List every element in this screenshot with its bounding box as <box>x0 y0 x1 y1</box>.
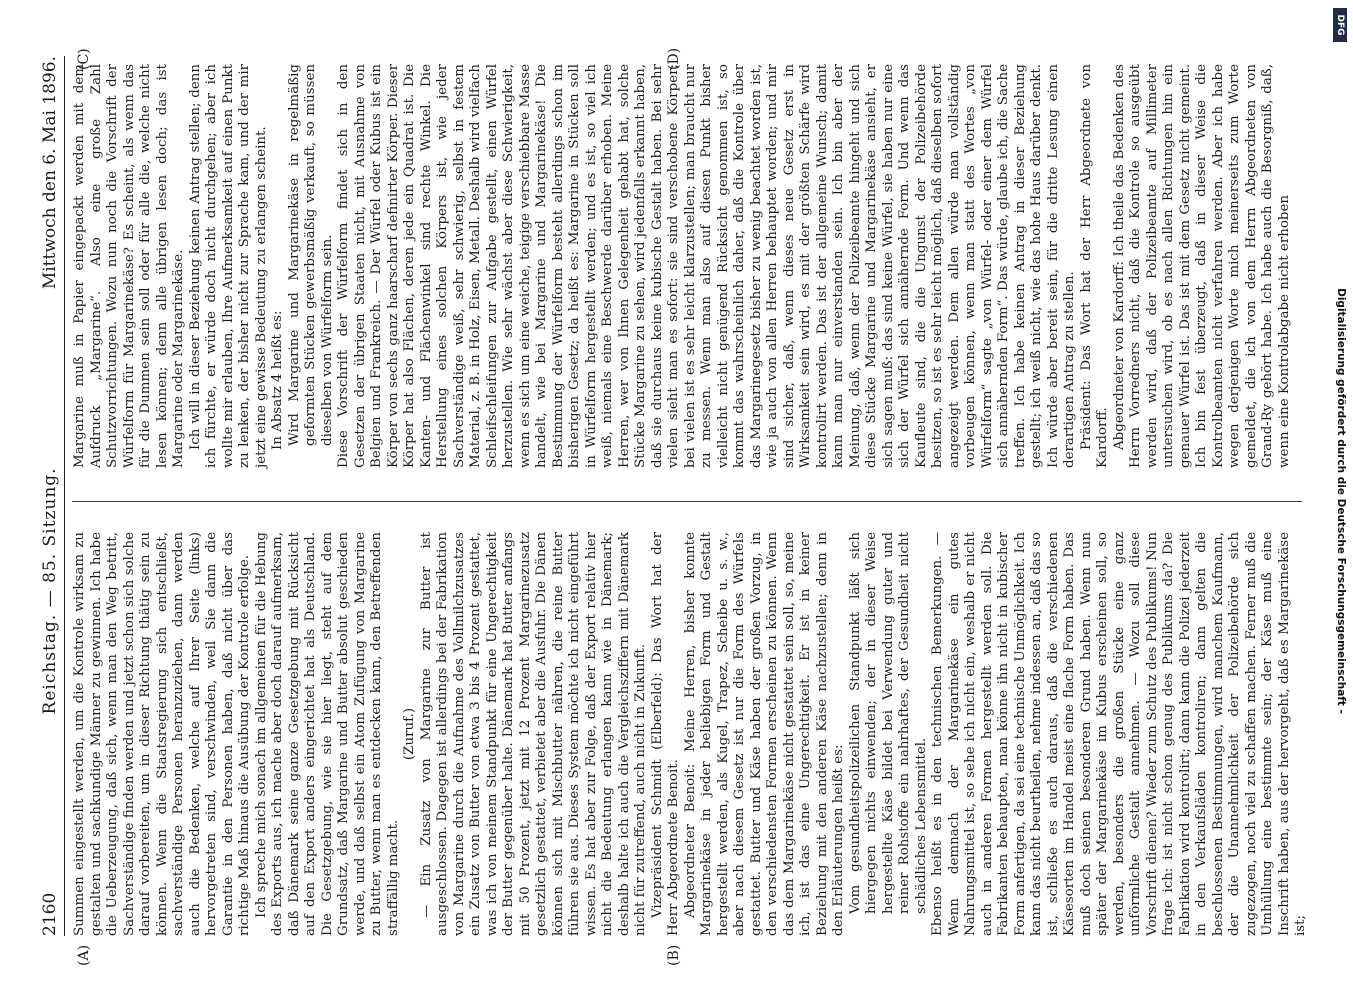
margin-marker-b: (B) <box>666 944 682 966</box>
paragraph: Summen eingestellt werden, um die Kontrole wirksam zu gestalten und sachkundige Männer zu gewinnen. Ich habe die Ueberzeugung, daß sich, wenn man den Weg betritt, Sachverständige finden werden und jetzt schon sich solche darauf vorbereiten, um in dieser Richtung thätig sein zu können. Wenn die Staatsregierung sich entschließt, sachverständige Personen heranzuziehen, dann werden auch die Bedenken, welche auf Ihrer Seite (links) hervorgetreten sind, verschwinden, weil Sie dann die Garantie in den Personen haben, daß nicht über das richtige Maß hinaus die Ausübung der Kontrole erfolge. <box>72 532 252 936</box>
paragraph: Margarine muß in Papier eingepackt werden mit dem Aufdruck „Margarine“. Also eine große Zahl Schutzvorrichtungen. Wozu nun noch die Vorschrift der Würfelform für Margarinekäse? Es scheint, als wenn das für die Dummen sein soll oder für alle die, welche nicht lesen können; denn alle übrigen lesen doch; das ist Margarine oder Margarinekäse. <box>72 64 186 468</box>
session-date: Mittwoch den 6. Mai 1896. <box>40 56 60 290</box>
right-column <box>72 64 1302 468</box>
left-column <box>72 532 1308 936</box>
speaker-paragraph: Präsident: Das Wort hat der Herr Abgeordnete von Kardorff. <box>1078 64 1110 468</box>
page-number: 2160 <box>40 892 60 936</box>
quotation: Wird Margarine und Margarinekäse in regelmäßig geformten Stücken gewerbsmäßig verkauft, so müssen dieselben von Würfelform sein. <box>286 64 335 446</box>
margin-marker-c: (C) <box>76 48 92 70</box>
dfg-logo: DFG <box>1333 8 1347 42</box>
paragraph: In Absatz 4 heißt es: <box>270 310 285 450</box>
speaker-paragraph: Vizepräsident Schmidt (Elberfeld): Das Wort hat der Herr Abgeordnete Benoit. <box>649 532 681 936</box>
digitization-credit <box>1331 8 1351 993</box>
credit-text: Digitalisierung gefördert durch die Deutsche Forschungsgemeinschaft - <box>1335 287 1347 714</box>
running-head <box>40 56 65 936</box>
rotated-scanned-page <box>26 30 1326 970</box>
quotation: Vom gesundheitspolizeilichen Standpunkt läßt sich hiergegen nichts einwenden; der in dieser Weise hergestellte Käse bildet bei Verwendung guter und reiner Rohstoffe ein nahrhaftes, der Gesundheit nicht schädliches Lebensmittel. <box>847 532 929 914</box>
column-divider <box>72 501 1302 502</box>
paragraph: Ich spreche mich sonach im allgemeinen für die Hebung des Exports aus, ich mache aber doch darauf aufmerksam, daß Dänemark seine ganze Gesetzgebung mit Rücksicht auf den Export anders eingerichtet hat als Deutschland. Die Gesetzgebung, wie sie hier liegt, steht auf dem Grundsatz, daß Margarine und Butter absolut geschieden werde, und daß selbst ein Atom Zufügung von Margarine zu Butter, wenn man es entdecken kann, den Betreffenden straffällig macht. <box>253 532 401 936</box>
margin-marker-a: (A) <box>76 944 92 966</box>
paragraph: Diese Vorschrift der Würfelform findet sich in den Gesetzen der übrigen Staaten nicht, mit Ausnahme von Belgien und Frankreich. — Der Würfel oder Kubus ist ein Körper von sechs ganz haarscharf definirter Körper. Dieser Körper hat also Flächen, deren jede ein Quadrat ist. Die Kanten- und Flächenwinkel sind rechte Winkel. Die Herstellung eines solchen Körpers ist, wie jeder Sachverständige weiß, sehr schwierig, selbst in festem Material, z. B. in Holz, Eisen, Metall. Deshalb wird vielfach Schleifschleifungen zur Aufgabe gestellt, einen Würfel herzustellen. Wie sehr wächst aber diese Schwierigkeit, wenn es sich um eine weiche, teigige verschiebbare Masse handelt, wie bei Margarine und Margarinekäse! Die Bestimmung der Würfelform besteht allerdings schon im bisherigen Gesetz; da heißt es: Margarine in Stücken soll in Würfelform hergestellt werden; und es ist, so viel ich weiß, niemals eine Beschwerde darüber erhoben. Meine Herren, wer von Ihnen Gelegenheit gehabt hat, solche Stücke Margarine zu sehen, wird jedenfalls erkannt haben, daß sie durchaus keine kubische Gestalt haben. Bei sehr vielen sieht man es sofort: sie sind verschobene Körper; bei vielen ist es sehr leicht klarzustellen; man braucht nur zu messen. Wenn man also auf diesen Punkt bisher vielleicht nicht genügend Rücksicht genommen ist, so kommt das wahrscheinlich daher, daß die Kontrole über das Margarinegesetz bisher zu wenig beachtet worden ist, wie ja auch von allen Herren behauptet worden; und mir sind sicher, daß, wenn dieses neue Gesetz erst in Wirksamkeit sein wird, es mit der größten Schärfe wird kontrolirt werden. Das ist der allgemeine Wunsch; damit kann man nur einverstanden sein. Ich bin aber der Meinung, daß, wenn der Polizeibeamte hingeht und sich diese Stücke Margarine und Margarinekäse ansieht, er sich sagen muß: das sind keine Würfel, sie haben nur eine sich der Würfel sich annähernde Form. Und wenn das Kaufleute sind, die die Ungunst der Polizeibehörde besitzen, so ist es sehr leicht möglich, daß dieselben sofort angezeigt werden. Dem allen würde man vollständig vorbeugen können, wenn man statt des Wortes „von Würfelform“ sagte „von Würfel- oder einer dem Würfel sich annähernden Form“. Das würde, glaube ich, die Sache treffen. Ich habe keinen Antrag in dieser Beziehung gestellt; ich weiß nicht, wie das hohe Haus darüber denkt. Ich würde aber bereit sein, für die dritte Lesung einen derartigen Antrag zu stellen. <box>336 64 1077 468</box>
paragraph: Ich will in dieser Beziehung keinen Antrag stellen; denn ich fürchte, er würde doch nicht durchgehen; aber ich wollte mir erlauben, Ihre Aufmerksamkeit auf einen Punkt zu lenken, der bisher nicht zur Sprache kam, und der mir jetzt eine gewisse Bedeutung zu erlangen scheint. <box>187 64 269 468</box>
speaker-paragraph: Abgeordneter von Kardorff: Ich theile das Bedenken des Herrn Vorredners nicht, daß die Kontrole so ausgeübt werden wird, daß der Polizeibeamte auf Millimeter untersuchen wird, ob es nach allen Richtungen hin ein genauer Würfel ist. Das ist mit dem Gesetz nicht gemeint. Ich bin fest überzeugt, daß in dieser Weise die Kontrolbeamten nicht verfahren werden. Aber ich habe wegen derjenigen Worte mich meinerseits zum Worte gemeldet, die ich von dem Herrn Abgeordneten von Grand-Ry gehört habe. Ich habe auch die Besorgniß, daß, wenn eine Kontrolabgabe nicht erhoben <box>1111 64 1292 468</box>
running-title: Reichstag. — 85. Sitzung. <box>40 467 60 715</box>
paragraph: Ebenso heißt es in den technischen Bemerkungen. — Wenn demnach der Margarinekäse ein gutes Nahrungsmittel ist, so sehe ich nicht ein, weshalb er nicht auch in anderen Formen hergestellt werden soll. Die Fabrikanten behaupten, man könne ihn nicht in kubischer Form anfertigen, da sei eine technische Unmöglichkeit. Ich kann das nicht beurtheilen, nehme indessen an, daß das so ist, schließe es auch daraus, daß die verschiedenen Käsesorten im Handel meist eine flache Form haben. Das muß doch seinen besonderen Grund haben. Wenn nun später der Margarinekäse im Kubus erscheinen soll, so werden, besonders die großen Stücke eine ganz unförmliche Gestalt annehmen. — Wozu soll diese Vorschrift dienen? Wieder zum Schutz des Publikums! Nun frage ich: ist nicht schon genug des Publikums da? Die Fabrikation wird kontrolirt; dann kann die Polizei jederzeit in den Verkaufsläden kontroliren; dann gelten die beschlossenen Bestimmungen, wird manchem Kaufmann, der die Unannehmlichkeit der Polizeibehörde sich zugezogen, noch viel zu schaffen machen. Ferner muß die Umhüllung eine bestimmte sein; der Käse muß eine Inschrift haben, aus der hervorgeht, daß es Margarinekäse ist; <box>930 532 1308 936</box>
margin-marker-d: (D) <box>666 47 682 70</box>
paragraph: — Ein Zusatz von Margarine zur Butter ist ausgeschlossen. Dagegen ist allerdings bei der Fabrikation von Margarine durch die Aufnahme des Vollmilchzusatzes ein Zusatz von Butter von etwa 3 bis 4 Prozent gestattet, was ich von meinem Standpunkt für eine Ungerechtigkeit der Butter gegenüber halte. Dänemark hat Butter anfangs mit 50 Prozent, jetzt mit 12 Prozent Margarinezusatz gesetzlich gestattet, verbietet aber die Ausfuhr. Die Dänen können sich mit Mischbutter nähren, die reine Butter führen sie aus. Dieses System möchte ich nicht eingeführt wissen. Es hat aber zur Folge, daß der Export relativ hier nicht die Bedeutung erlangen kann wie in Dänemark; deshalb halte ich auch die Vergleichsziffern mit Dänemark nicht für zutreffend, auch nicht in Zukunft. <box>418 532 648 936</box>
interjection: (Zuruf.) <box>402 707 417 761</box>
speaker-paragraph: Abgeordneter Benoit: Meine Herren, bisher konnte Margarinekäse in jeder beliebigen Form und Gestalt hergestellt werden, als Kugel, Trapez, Scheibe u. s. w., aber nach diesem Gesetz ist nur die Form des Würfels gestattet. Butter und Käse haben der großen Vorzug, in den verschiedensten Formen erscheinen zu können. Wenn das dem Margarinekäse nicht gestattet sein soll, so, meine ich, ist das eine Ungerechtigkeit. Er ist in keiner Beziehung mit den anderen Käse nachzustellen; denn in den Erläuterungen heißt es: <box>682 532 846 936</box>
